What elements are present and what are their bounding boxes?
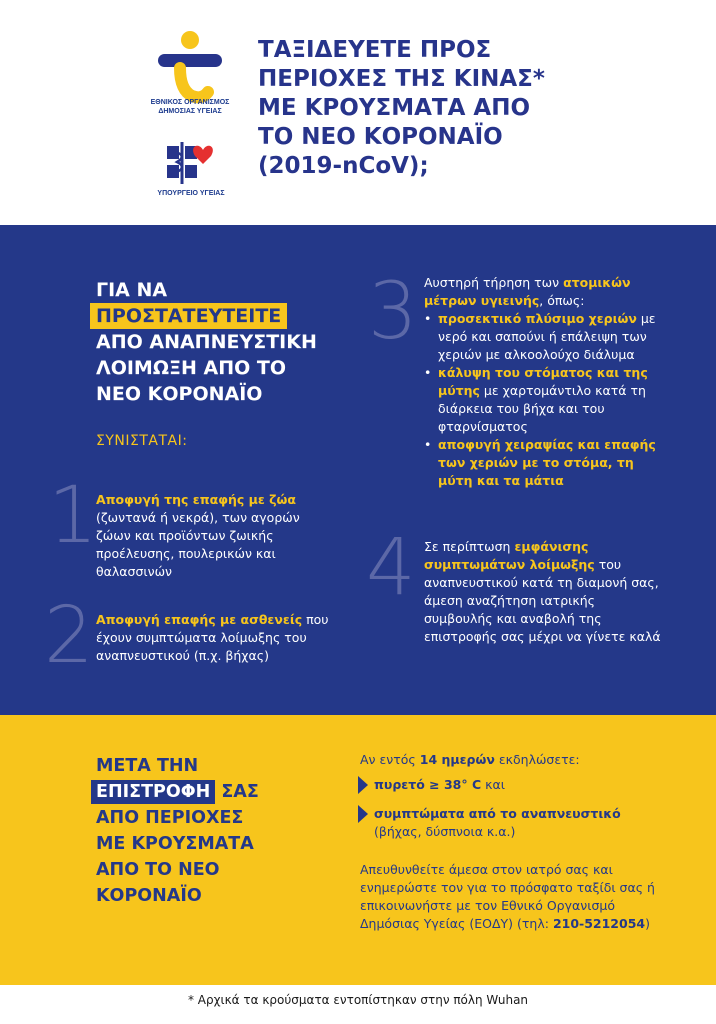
return-section [0, 715, 716, 985]
protection-section [0, 225, 716, 715]
phone-number: 210-5212054 [552, 916, 646, 931]
respiratory-symptom: συμπτώματα από το αναπνευστικό (βήχας, δύσπνοια κ.α.) [374, 806, 621, 839]
step-4-text: Σε περίπτωση εμφάνισης συμπτωμάτων λοίμωξης του αναπνευστικού κατά τη διαμονή σας, άμεση αναζήτηση ιατρικής συμβουλής και αναβολή της επιστροφής σας μέχρι να γίνετε καλά [424, 539, 661, 644]
protect-heading: ΓΙΑ ΝΑ ΠΡΟΣΤΑΤΕΥΤΕΙΤΕ ΑΠΟ ΑΝΑΠΝΕΥΣΤΙΚΗ ΛΟΙΜΩΞΗ ΑΠΟ ΤΟ ΝΕΟ ΚΟΡΟΝΑΪΟ [96, 277, 356, 407]
step-1-text: Αποφυγή της επαφής με ζώα (ζωντανά ή νεκρά), των αγορών ζώων και προϊόντων ζωικής προέλευσης, πουλερικών και θαλασσινών [96, 492, 300, 579]
eody-caption: ΕΘΝΙΚΟΣ ΟΡΓΑΝΙΣΜΟΣ ΔΗΜΟΣΙΑΣ ΥΓΕΙΑΣ [150, 99, 230, 115]
header-section [0, 0, 716, 225]
list-item: • κάλυψη του στόματος και της μύτης με χαρτομάντιλο κατά τη διάρκεια του βήχα και του φταρνίσματος [424, 364, 664, 436]
step-number-1: 1 [48, 471, 98, 561]
step-2-text: Αποφυγή επαφής με ασθενείς που έχουν συμπτώματα λοίμωξης του αναπνευστικού (π.χ. βήχας) [96, 612, 329, 663]
list-item: • αποφυγή χειραψίας και επαφής των χεριών με το στόμα, τη μύτη και τα μάτια [424, 436, 664, 490]
arrow-right-icon [358, 776, 368, 794]
return-highlight: ΕΠΙΣΤΡΟΦΗ [91, 780, 215, 804]
protect-highlight: ΠΡΟΣΤΑΤΕΥΤΕΙΤΕ [90, 303, 287, 329]
footer-note: * Αρχικά τα κρούσματα εντοπίστηκαν στην πόλη Wuhan [0, 985, 716, 1024]
main-title: ΤΑΞΙΔΕΥΕΤΕ ΠΡΟΣ ΠΕΡΙΟΧΕΣ ΤΗΣ ΚΙΝΑΣ* ΜΕ ΚΡΟΥΣΜΑΤΑ ΑΠΟ ΤΟ ΝΕΟ ΚΟΡΟΝΑΪΟ (2019-nCoV); [258, 37, 545, 179]
arrow-right-icon [358, 805, 368, 823]
step-3-text: Αυστηρή τήρηση των ατομικών μέτρων υγιεινής, όπως: • προσεκτικό πλύσιμο χεριών με νερό και σαπούνι ή επάλειψη των χεριών με αλκοολούχο διάλυμα • κάλυψη του στόματος και της μύτης με χαρτομάντιλο κατά τη διάρκεια του βήχα και του φταρνίσματος • αποφυγή χειραψίας και επαφής των χεριών με το στόμα, τη μύτη και τα μάτια [424, 274, 664, 490]
ministry-logo-icon [165, 136, 217, 188]
return-heading: ΜΕΤΑ ΤΗΝ ΕΠΙΣΤΡΟΦΗ ΣΑΣ ΑΠΟ ΠΕΡΙΟΧΕΣ ΜΕ ΚΡΟΥΣΜΑΤΑ ΑΠΟ ΤΟ ΝΕΟ ΚΟΡΟΝΑΪΟ [96, 753, 346, 909]
list-item: • προσεκτικό πλύσιμο χεριών με νερό και σαπούνι ή επάλειψη των χεριών με αλκοολούχο διάλυμα [424, 310, 664, 364]
hygiene-list [424, 310, 664, 490]
step-number-4: 4 [366, 523, 416, 613]
step-number-2: 2 [44, 591, 94, 681]
fever-symptom: πυρετό ≥ 38° C και [374, 777, 505, 792]
step-number-3: 3 [368, 267, 418, 357]
return-intro: Αν εντός 14 ημερών εκδηλώσετε: [360, 752, 580, 767]
advice-text: Απευθυνθείτε άμεσα στον ιατρό σας και ενημερώστε τον για το πρόσφατο ταξίδι σας ή επικοινωνήστε με τον Εθνικό Οργανισμό Δημόσιας Υγείας (ΕΟΔΥ) (τηλ: 210-5212054) [360, 862, 655, 931]
recommend-label: ΣΥΝΙΣΤΑΤΑΙ: [96, 433, 188, 449]
ministry-caption: ΥΠΟΥΡΓΕΙΟ ΥΓΕΙΑΣ [157, 190, 225, 197]
